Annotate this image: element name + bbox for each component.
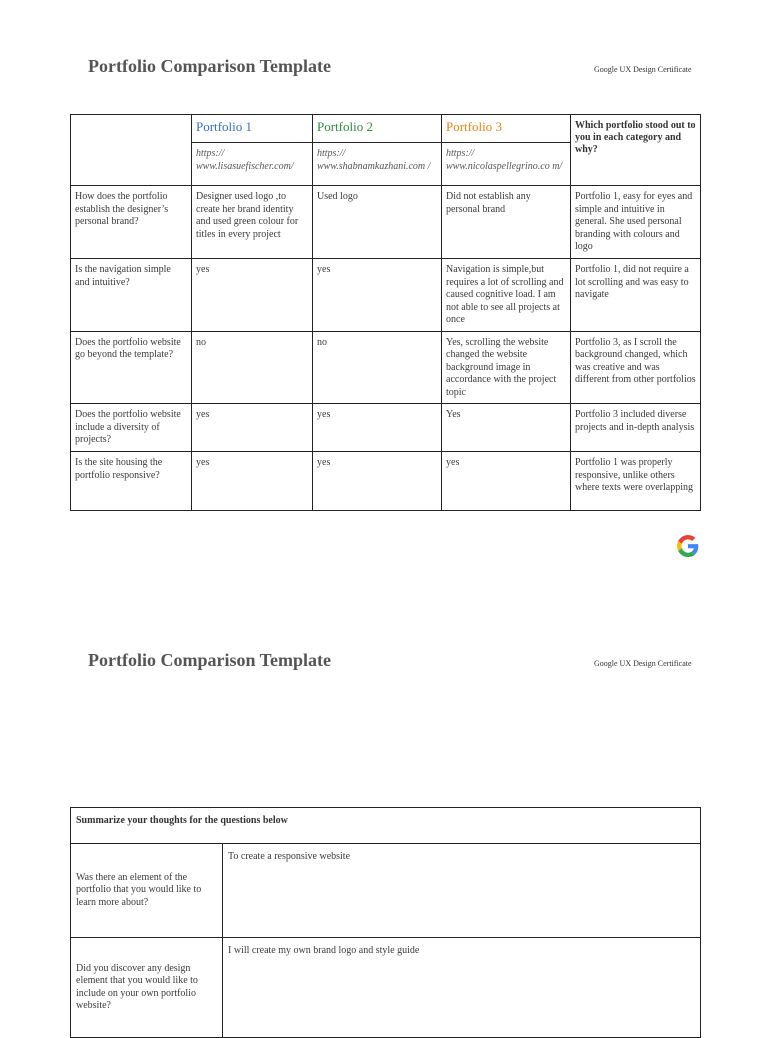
certificate-label: Google UX Design Certificate [594,65,692,74]
portfolio-1-cell: yes [192,404,313,452]
summary-header: Summarize your thoughts for the questions below [71,808,701,844]
question-cell: How does the portfolio establish the designer’s personal brand? [71,186,192,259]
portfolio-3-header: Portfolio 3 [442,115,571,143]
question-cell: Does the portfolio website go beyond the template? [71,331,192,404]
table-row [71,404,701,452]
portfolio-2-header: Portfolio 2 [313,115,442,143]
portfolio-2-cell: yes [313,259,442,332]
standout-cell: Portfolio 3, as I scroll the background changed, which was creative and was different from other portfolios [571,331,701,404]
question-cell: Is the navigation simple and intuitive? [71,259,192,332]
summary-table [70,807,701,1038]
certificate-label-2: Google UX Design Certificate [594,659,692,668]
table-row [71,259,701,332]
portfolio-3-cell: Yes, scrolling the website changed the website background image in accordance with the project topic [442,331,571,404]
portfolio-2-cell: yes [313,404,442,452]
portfolio-2-cell: yes [313,452,442,511]
page-title: Portfolio Comparison Template [88,56,331,76]
summary-question-cell: Was there an element of the portfolio that you would like to learn more about? [71,844,223,938]
standout-cell: Portfolio 1, easy for eyes and simple and intuitive in general. She used personal branding with colours and logo [571,186,701,259]
standout-header: Which portfolio stood out to you in each category and why? [571,115,701,186]
summary-answer-cell[interactable]: I will create my own brand logo and style guide [223,938,701,1038]
table-row [71,331,701,404]
summary-question-cell: Did you discover any design element that you would like to include on your own portfolio website? [71,938,223,1038]
portfolio-3-cell: yes [442,452,571,511]
portfolio-3-cell: Navigation is simple,but requires a lot of scrolling and caused cognitive load. I am not able to see all projects at once [442,259,571,332]
table-row [71,452,701,511]
portfolio-3-cell: Yes [442,404,571,452]
portfolio-1-cell: Designer used logo ,to create her brand identity and used green colour for titles in every project [192,186,313,259]
portfolio-1-header: Portfolio 1 [192,115,313,143]
google-g-logo-icon [677,535,699,557]
portfolio-1-cell: no [192,331,313,404]
portfolio-1-url[interactable]: https:// www.lisasuefischer.com/ [192,143,313,186]
question-cell: Is the site housing the portfolio responsive? [71,452,192,511]
portfolio-2-cell: Used logo [313,186,442,259]
standout-cell: Portfolio 3 included diverse projects and in-depth analysis [571,404,701,452]
portfolio-1-cell: yes [192,259,313,332]
portfolio-1-cell: yes [192,452,313,511]
standout-cell: Portfolio 1 was properly responsive, unlike others where texts were overlapping [571,452,701,511]
question-cell: Does the portfolio website include a diversity of projects? [71,404,192,452]
page-title-2: Portfolio Comparison Template [88,650,331,670]
portfolio-3-url[interactable]: https:// www.nicolaspellegrino.co m/ [442,143,571,186]
portfolio-3-cell: Did not establish any personal brand [442,186,571,259]
portfolio-2-cell: no [313,331,442,404]
table-row [71,186,701,259]
summary-answer-cell[interactable]: To create a responsive website [223,844,701,938]
portfolio-2-url[interactable]: https:// www.shabnamkazhani.com / [313,143,442,186]
standout-cell: Portfolio 1, did not require a lot scrolling and was easy to navigate [571,259,701,332]
comparison-table [70,114,701,511]
empty-header-cell [71,115,192,186]
